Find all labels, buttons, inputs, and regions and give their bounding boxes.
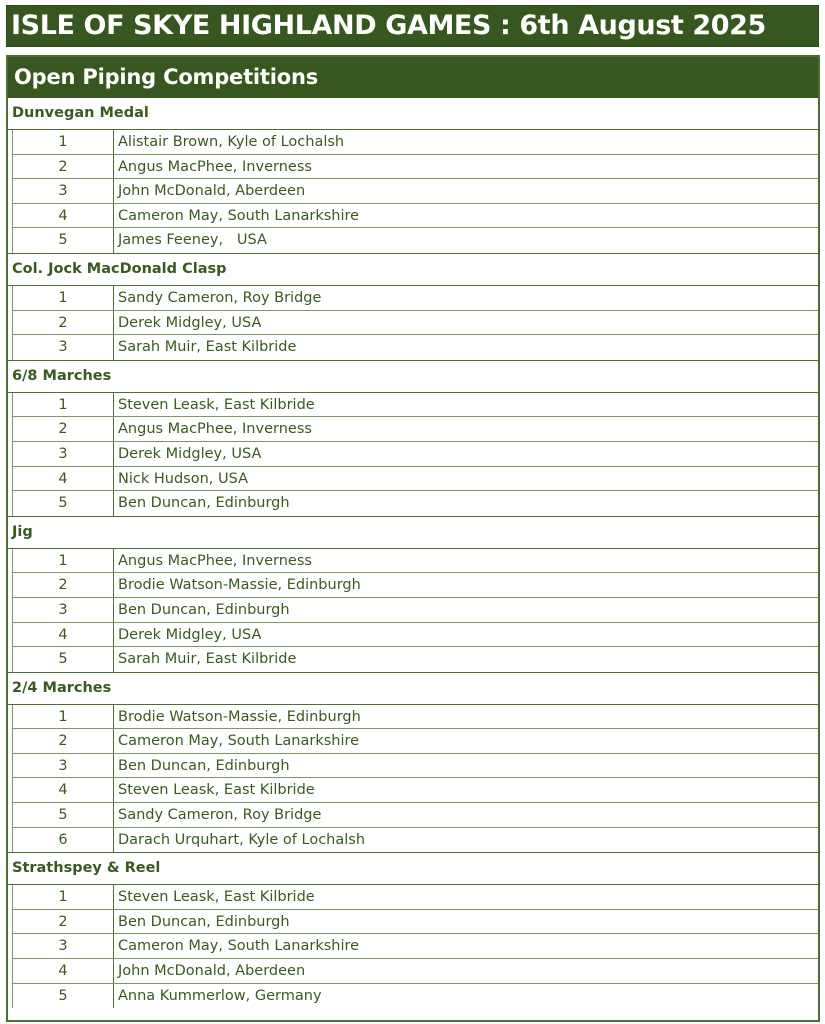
result-row: [12, 204, 818, 229]
event-block: [8, 852, 818, 1008]
event-block: [8, 253, 818, 360]
place-number: 1: [12, 393, 114, 417]
event-block: [8, 672, 818, 853]
results-sheet: [6, 55, 820, 1022]
entrant-name: Derek Midgley, USA: [118, 445, 262, 462]
result-row: [12, 754, 818, 779]
result-row: [12, 959, 818, 984]
result-row: [12, 130, 818, 155]
result-row: [12, 286, 818, 311]
entrant-name: Nick Hudson, USA: [118, 470, 248, 487]
place-number: 1: [12, 130, 114, 154]
result-row: [12, 984, 818, 1009]
entrant-name: Cameron May, South Lanarkshire: [118, 207, 360, 224]
result-row: [12, 778, 818, 803]
result-row: [12, 934, 818, 959]
entrant-name: Ben Duncan, Edinburgh: [118, 601, 290, 618]
result-row: [12, 467, 818, 492]
event-title: Jig: [8, 516, 818, 549]
place-number: 5: [12, 647, 114, 672]
entrant-name: Ben Duncan, Edinburgh: [118, 913, 290, 930]
result-row: [12, 179, 818, 204]
result-row: [12, 598, 818, 623]
place-number: 3: [12, 179, 114, 203]
place-number: 4: [12, 623, 114, 647]
events-list: [8, 98, 818, 1008]
entrant-name: Cameron May, South Lanarkshire: [118, 938, 360, 955]
page-title: ISLE OF SKYE HIGHLAND GAMES : 6th August 2025: [6, 5, 819, 47]
place-number: 4: [12, 467, 114, 491]
entrant-name: Angus MacPhee, Inverness: [118, 158, 312, 175]
result-row: [12, 828, 818, 853]
entrant-name: Anna Kummerlow, Germany: [118, 987, 322, 1004]
result-row: [12, 393, 818, 418]
entrant-name: Steven Leask, East Kilbride: [118, 396, 315, 413]
place-number: 3: [12, 442, 114, 466]
result-row: [12, 549, 818, 574]
event-block: [8, 360, 818, 516]
place-number: 5: [12, 491, 114, 516]
place-number: 2: [12, 155, 114, 179]
entrant-name: James Feeney, USA: [118, 232, 267, 249]
result-row: [12, 491, 818, 516]
place-number: 6: [12, 828, 114, 853]
place-number: 1: [12, 286, 114, 310]
section-title: Open Piping Competitions: [8, 57, 818, 98]
result-row: [12, 417, 818, 442]
entrant-name: Derek Midgley, USA: [118, 626, 262, 643]
place-number: 3: [12, 335, 114, 360]
event-title: Col. Jock MacDonald Clasp: [8, 253, 818, 286]
result-row: [12, 647, 818, 672]
place-number: 1: [12, 549, 114, 573]
event-title: 2/4 Marches: [8, 672, 818, 705]
place-number: 2: [12, 417, 114, 441]
place-number: 1: [12, 885, 114, 909]
entrant-name: Cameron May, South Lanarkshire: [118, 733, 360, 750]
result-row: [12, 335, 818, 360]
event-block: [8, 98, 818, 253]
entrant-name: Darach Urquhart, Kyle of Lochalsh: [118, 831, 366, 848]
entrant-name: John McDonald, Aberdeen: [118, 183, 306, 200]
entrant-name: Brodie Watson-Massie, Edinburgh: [118, 708, 361, 725]
result-row: [12, 228, 818, 253]
place-number: 5: [12, 984, 114, 1009]
event-title: 6/8 Marches: [8, 360, 818, 393]
entrant-name: Ben Duncan, Edinburgh: [118, 495, 290, 512]
entrant-name: Sandy Cameron, Roy Bridge: [118, 289, 322, 306]
result-row: [12, 705, 818, 730]
place-number: 2: [12, 573, 114, 597]
place-number: 4: [12, 204, 114, 228]
entrant-name: Angus MacPhee, Inverness: [118, 421, 312, 438]
result-row: [12, 573, 818, 598]
result-row: [12, 803, 818, 828]
entrant-name: Alistair Brown, Kyle of Lochalsh: [118, 134, 345, 150]
entrant-name: Brodie Watson-Massie, Edinburgh: [118, 577, 361, 594]
event-title: Dunvegan Medal: [8, 98, 818, 130]
result-row: [12, 442, 818, 467]
place-number: 3: [12, 934, 114, 958]
result-row: [12, 729, 818, 754]
place-number: 1: [12, 705, 114, 729]
entrant-name: Steven Leask, East Kilbride: [118, 889, 315, 906]
entrant-name: John McDonald, Aberdeen: [118, 963, 306, 980]
place-number: 2: [12, 910, 114, 934]
entrant-name: Derek Midgley, USA: [118, 314, 262, 331]
entrant-name: Angus MacPhee, Inverness: [118, 552, 312, 569]
place-number: 2: [12, 729, 114, 753]
entrant-name: Steven Leask, East Kilbride: [118, 782, 315, 799]
result-row: [12, 155, 818, 180]
place-number: 4: [12, 778, 114, 802]
result-row: [12, 623, 818, 648]
entrant-name: Sarah Muir, East Kilbride: [118, 651, 297, 668]
entrant-name: Sarah Muir, East Kilbride: [118, 339, 297, 356]
place-number: 2: [12, 311, 114, 335]
event-block: [8, 516, 818, 672]
place-number: 5: [12, 803, 114, 827]
place-number: 5: [12, 228, 114, 253]
result-row: [12, 910, 818, 935]
place-number: 3: [12, 598, 114, 622]
result-row: [12, 311, 818, 336]
place-number: 3: [12, 754, 114, 778]
entrant-name: Sandy Cameron, Roy Bridge: [118, 807, 322, 824]
place-number: 4: [12, 959, 114, 983]
entrant-name: Ben Duncan, Edinburgh: [118, 757, 290, 774]
result-row: [12, 885, 818, 910]
event-title: Strathspey & Reel: [8, 852, 818, 885]
